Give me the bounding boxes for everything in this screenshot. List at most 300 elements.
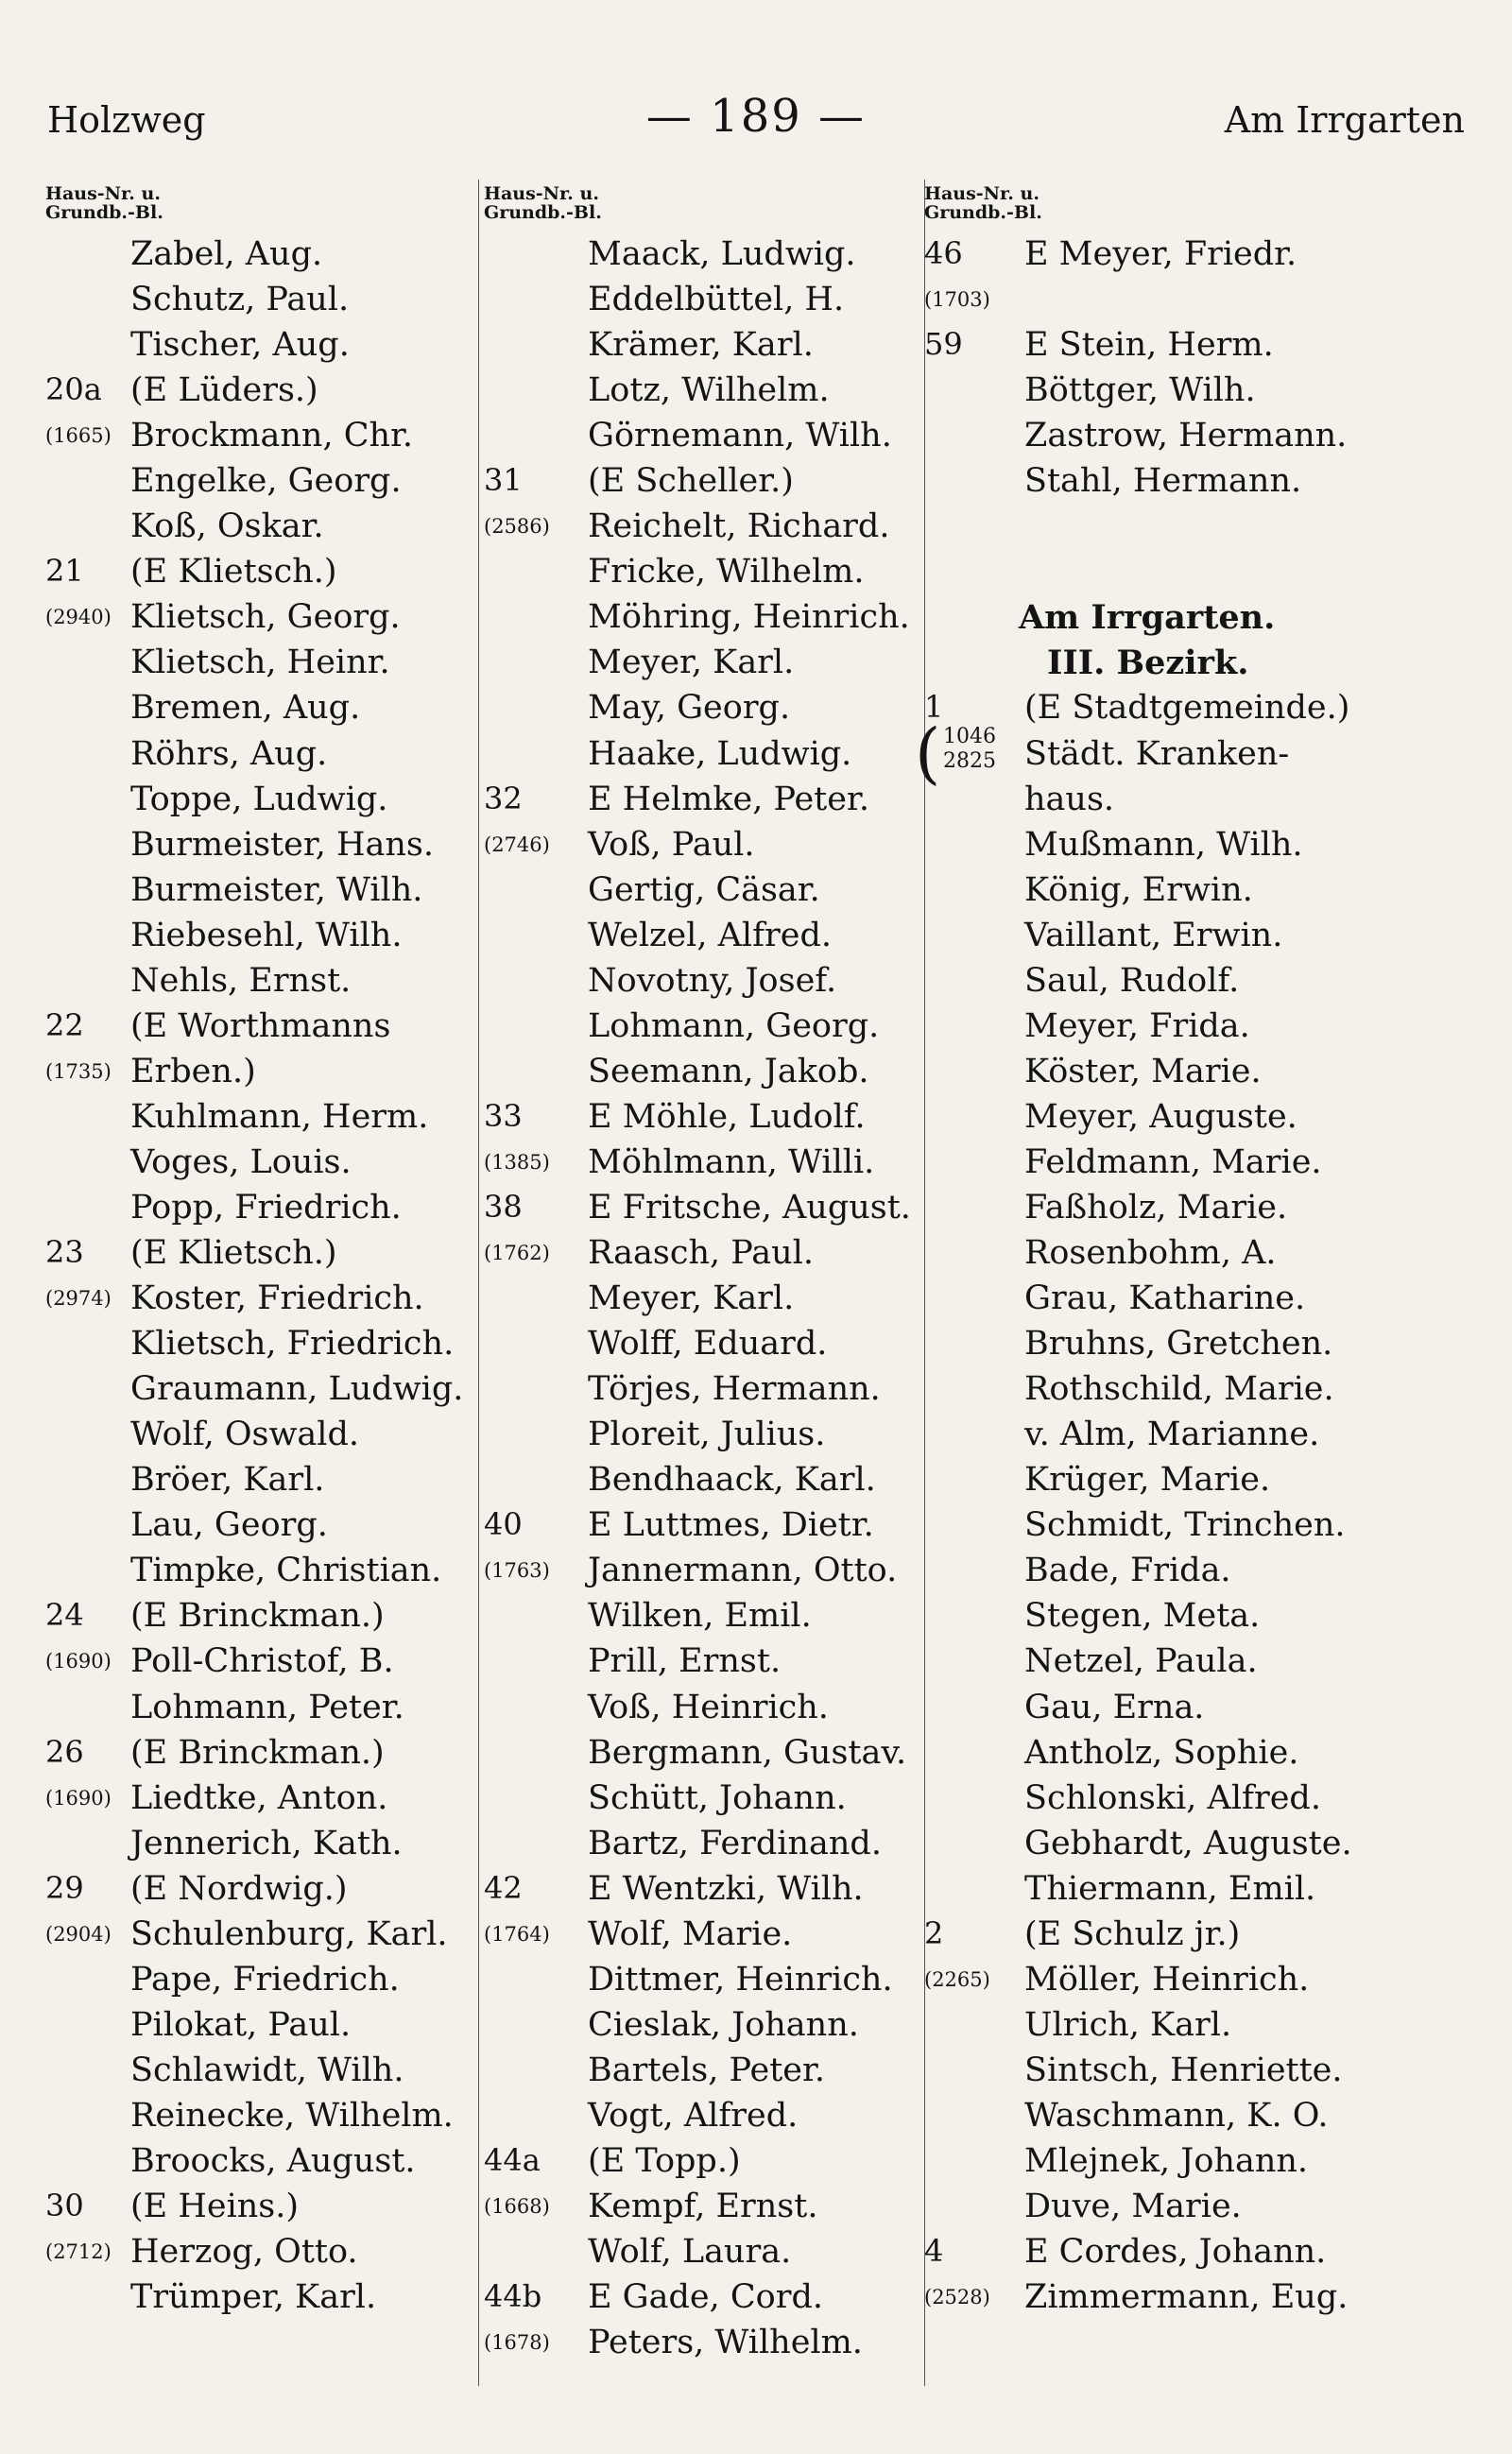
resident-entry: Feldmann, Marie. xyxy=(1024,1142,1322,1181)
resident-entry: Reinecke, Wilhelm. xyxy=(130,2096,454,2135)
resident-entry: Reichelt, Richard. xyxy=(588,507,890,546)
land-register-number: (1665) xyxy=(45,424,112,448)
list-item xyxy=(45,866,480,911)
resident-entry: Städt. Kranken- xyxy=(1024,734,1290,773)
list-item xyxy=(484,1364,936,1410)
resident-entry: Schlawidt, Wilh. xyxy=(130,2051,404,2089)
list-item xyxy=(484,1637,936,1682)
resident-entry: (E Topp.) xyxy=(588,2141,741,2180)
resident-entry: Törjes, Hermann. xyxy=(588,1370,881,1409)
section-title: III. Bezirk. xyxy=(1047,644,1249,683)
column-2 xyxy=(484,184,936,2363)
list-item xyxy=(924,2273,1397,2318)
list-item xyxy=(924,2046,1397,2091)
column-header xyxy=(45,184,480,230)
house-number: 23 xyxy=(45,1234,84,1271)
land-register-number: (1385) xyxy=(484,1150,550,1174)
list-item xyxy=(45,1138,480,1183)
land-register-number: 2825 xyxy=(943,748,996,773)
list-item xyxy=(45,320,480,366)
list-item xyxy=(924,1002,1397,1047)
list-item xyxy=(45,638,480,683)
list-item xyxy=(45,366,480,411)
list-item xyxy=(924,502,1397,547)
list-item xyxy=(924,1274,1397,1319)
list-item xyxy=(45,2046,480,2091)
resident-entry: Kempf, Ernst. xyxy=(588,2188,818,2226)
resident-entry: (E Klietsch.) xyxy=(130,553,337,592)
resident-entry: E Meyer, Friedr. xyxy=(1024,235,1297,273)
list-item xyxy=(484,956,936,1002)
resident-entry: Lotz, Wilhelm. xyxy=(588,371,830,410)
resident-entry: Lau, Georg. xyxy=(130,1506,328,1545)
list-item xyxy=(924,956,1397,1002)
resident-entry: Stegen, Meta. xyxy=(1024,1597,1261,1636)
resident-entry: Seemann, Jakob. xyxy=(588,1052,869,1090)
section-title: Am Irrgarten. xyxy=(1019,598,1276,638)
resident-entry: Vaillant, Erwin. xyxy=(1024,916,1283,954)
list-item xyxy=(924,1228,1397,1274)
resident-entry: Riebesehl, Wilh. xyxy=(130,916,403,954)
resident-entry: Jannermann, Otto. xyxy=(588,1552,898,1590)
resident-entry: Maack, Ludwig. xyxy=(588,235,856,273)
list-item xyxy=(924,230,1397,275)
land-register-number: (2746) xyxy=(484,832,550,856)
land-register-number: (2904) xyxy=(45,1922,112,1946)
list-item xyxy=(484,638,936,683)
list-item xyxy=(484,1955,936,2000)
column-header-line: Haus-Nr. u. xyxy=(45,183,161,204)
list-item xyxy=(45,1455,480,1501)
land-register-number: (2974) xyxy=(45,1287,112,1311)
resident-entry: Meyer, Frida. xyxy=(1024,1006,1250,1045)
land-register-number: (1762) xyxy=(484,1242,550,1265)
resident-entry: Wolf, Marie. xyxy=(588,1914,793,1953)
resident-entry: v. Alm, Marianne. xyxy=(1024,1416,1320,1454)
resident-entry: Fricke, Wilhelm. xyxy=(588,553,865,592)
list-item xyxy=(924,1683,1397,1728)
list-item xyxy=(45,1047,480,1092)
list-item xyxy=(924,1819,1397,1864)
list-item xyxy=(45,1546,480,1591)
resident-entry: Jennerich, Kath. xyxy=(130,1824,403,1862)
list-item xyxy=(45,729,480,775)
list-item xyxy=(45,1092,480,1138)
list-item xyxy=(924,320,1397,366)
list-item xyxy=(924,366,1397,411)
resident-entry: Görnemann, Wilh. xyxy=(588,417,892,455)
house-number: 32 xyxy=(484,780,523,816)
land-register-number: (2265) xyxy=(924,1967,990,1991)
resident-entry: Meyer, Karl. xyxy=(588,644,795,682)
list-item xyxy=(45,1683,480,1728)
resident-entry: Schutz, Paul. xyxy=(130,281,350,319)
list-item xyxy=(484,1683,936,1728)
bracket-glyph: ( xyxy=(915,713,941,792)
resident-entry: haus. xyxy=(1024,780,1115,818)
resident-entry: Gau, Erna. xyxy=(1024,1688,1205,1726)
resident-entry: Meyer, Auguste. xyxy=(1024,1097,1297,1136)
resident-entry: Rothschild, Marie. xyxy=(1024,1370,1334,1409)
list-item xyxy=(484,2273,936,2318)
list-item xyxy=(924,1955,1397,2000)
list-item xyxy=(484,911,936,956)
resident-entry: Meyer, Karl. xyxy=(588,1279,795,1318)
resident-entry: Schulenburg, Karl. xyxy=(130,1914,448,1953)
resident-entry: Bruhns, Gretchen. xyxy=(1024,1325,1333,1364)
list-item xyxy=(45,1819,480,1864)
resident-entry: Faßholz, Marie. xyxy=(1024,1188,1288,1227)
house-number: 29 xyxy=(45,1869,84,1906)
resident-entry: Pape, Friedrich. xyxy=(130,1960,400,1999)
list-item xyxy=(484,2182,936,2227)
list-item xyxy=(45,547,480,592)
list-item xyxy=(484,411,936,456)
resident-entry: Waschmann, K. O. xyxy=(1024,2096,1329,2135)
list-item xyxy=(45,1591,480,1637)
list-item xyxy=(45,1410,480,1455)
resident-entry: (E Lüders.) xyxy=(130,371,318,410)
list-item xyxy=(45,2182,480,2227)
list-item xyxy=(45,1228,480,1274)
resident-entry: E Luttmes, Dietr. xyxy=(588,1506,874,1545)
list-item xyxy=(45,820,480,866)
resident-entry: Ulrich, Karl. xyxy=(1024,2005,1232,2044)
resident-entry: Sintsch, Henriette. xyxy=(1024,2051,1343,2089)
resident-entry: Schmidt, Trinchen. xyxy=(1024,1506,1346,1545)
resident-entry: Zimmermann, Eug. xyxy=(1024,2278,1349,2317)
resident-entry: (E Scheller.) xyxy=(588,462,794,501)
list-item xyxy=(915,713,1397,792)
header-street-right: Am Irrgarten xyxy=(1224,99,1465,141)
list-item xyxy=(924,1092,1397,1138)
resident-entry: Voß, Paul. xyxy=(588,825,755,864)
resident-entry: E Stein, Herm. xyxy=(1024,326,1274,365)
column-header xyxy=(484,184,936,230)
resident-entry: Stahl, Hermann. xyxy=(1024,462,1302,501)
resident-entry: Wilken, Emil. xyxy=(588,1597,812,1636)
list-item xyxy=(484,1002,936,1047)
list-item xyxy=(45,1501,480,1546)
list-item xyxy=(924,1319,1397,1364)
resident-entry: Thiermann, Emil. xyxy=(1024,1869,1316,1908)
list-item xyxy=(924,911,1397,956)
list-item xyxy=(484,2046,936,2091)
resident-entry: Klietsch, Heinr. xyxy=(130,644,390,682)
list-item xyxy=(45,956,480,1002)
page-number: — 189 — xyxy=(645,90,867,143)
list-item xyxy=(45,2137,480,2182)
resident-entry: Krüger, Marie. xyxy=(1024,1461,1271,1500)
house-number: 46 xyxy=(924,235,963,271)
house-number: 30 xyxy=(45,2188,84,2224)
list-item xyxy=(924,1637,1397,1682)
list-item xyxy=(924,1138,1397,1183)
list-item xyxy=(45,1955,480,2000)
list-item xyxy=(484,1183,936,1228)
resident-entry: Dittmer, Heinrich. xyxy=(588,1960,893,1999)
list-item xyxy=(484,1455,936,1501)
resident-entry: Novotny, Josef. xyxy=(588,961,837,1000)
land-register-number: 1046 xyxy=(943,724,996,748)
list-item xyxy=(45,911,480,956)
resident-entry: Gertig, Cäsar. xyxy=(588,870,820,909)
land-register-number: (1703) xyxy=(924,288,990,312)
resident-entry: Toppe, Ludwig. xyxy=(130,780,388,818)
resident-entry: Kuhlmann, Herm. xyxy=(130,1097,429,1136)
resident-entry: Bendhaack, Karl. xyxy=(588,1461,876,1500)
resident-entry: E Fritsche, August. xyxy=(588,1188,911,1227)
house-number: 40 xyxy=(484,1506,523,1543)
resident-entry: Mlejnek, Johann. xyxy=(1024,2141,1309,2180)
list-item xyxy=(484,2227,936,2273)
header-street-left: Holzweg xyxy=(47,99,206,141)
list-item xyxy=(924,1910,1397,1955)
list-item xyxy=(45,1002,480,1047)
column-header-line: Grundb.-Bl. xyxy=(484,202,602,223)
resident-entry: Trümper, Karl. xyxy=(130,2278,377,2317)
resident-entry: Welzel, Alfred. xyxy=(588,916,833,954)
list-item xyxy=(484,592,936,638)
list-item xyxy=(484,2000,936,2046)
resident-entry: Tischer, Aug. xyxy=(130,326,350,365)
resident-entry: Broocks, August. xyxy=(130,2141,416,2180)
list-item xyxy=(924,275,1397,320)
list-item xyxy=(45,2273,480,2318)
resident-entry: Nehls, Ernst. xyxy=(130,961,352,1000)
resident-entry: Bartels, Peter. xyxy=(588,2051,825,2089)
list-item xyxy=(924,1047,1397,1092)
resident-entry: Mußmann, Wilh. xyxy=(1024,825,1303,864)
list-item xyxy=(45,2227,480,2273)
list-item xyxy=(45,683,480,729)
resident-entry: Raasch, Paul. xyxy=(588,1234,814,1273)
list-item xyxy=(924,592,1397,638)
list-item xyxy=(484,1864,936,1910)
list-item xyxy=(484,456,936,502)
list-item xyxy=(924,1410,1397,1455)
column-header-line: Haus-Nr. u. xyxy=(924,183,1040,204)
list-item xyxy=(484,683,936,729)
land-register-number: (1735) xyxy=(45,1059,112,1083)
house-number: 26 xyxy=(45,1733,84,1770)
list-item xyxy=(924,1774,1397,1819)
resident-entry: E Helmke, Peter. xyxy=(588,780,869,818)
resident-entry: Prill, Ernst. xyxy=(588,1642,782,1681)
list-item xyxy=(45,502,480,547)
list-item xyxy=(45,1364,480,1410)
list-item xyxy=(484,502,936,547)
list-item xyxy=(45,411,480,456)
resident-entry: (E Brinckman.) xyxy=(130,1597,385,1636)
resident-entry: Wolf, Oswald. xyxy=(130,1416,360,1454)
list-item xyxy=(45,456,480,502)
house-number: 22 xyxy=(45,1006,84,1043)
resident-entry: Ploreit, Julius. xyxy=(588,1416,826,1454)
resident-entry: Cieslak, Johann. xyxy=(588,2005,859,2044)
resident-entry: Wolff, Eduard. xyxy=(588,1325,828,1364)
list-item xyxy=(45,775,480,820)
house-number: 2 xyxy=(924,1914,944,1951)
list-item xyxy=(45,1319,480,1364)
house-number: 20a xyxy=(45,371,102,408)
house-number: 38 xyxy=(484,1188,523,1225)
list-item xyxy=(45,1910,480,1955)
land-register-number: (2940) xyxy=(45,606,112,629)
resident-entry: Voges, Louis. xyxy=(130,1142,352,1181)
resident-entry: (E Heins.) xyxy=(130,2188,300,2226)
list-item xyxy=(924,866,1397,911)
column-header-line: Grundb.-Bl. xyxy=(45,202,163,223)
house-number: 31 xyxy=(484,462,523,499)
list-item xyxy=(484,820,936,866)
house-number: 44b xyxy=(484,2278,542,2315)
list-item xyxy=(484,1410,936,1455)
resident-entry: Rosenbohm, A. xyxy=(1024,1234,1277,1273)
resident-entry: Böttger, Wilh. xyxy=(1024,371,1256,410)
list-item xyxy=(45,230,480,275)
resident-entry: Zabel, Aug. xyxy=(130,235,323,273)
resident-entry: Lohmann, Georg. xyxy=(588,1006,880,1045)
house-number: 42 xyxy=(484,1869,523,1906)
list-item xyxy=(45,1183,480,1228)
resident-entry: Poll-Christof, B. xyxy=(130,1642,394,1681)
list-item xyxy=(484,1910,936,1955)
list-item xyxy=(484,320,936,366)
column-header xyxy=(924,184,1397,230)
resident-entry: Röhrs, Aug. xyxy=(130,734,328,773)
list-item xyxy=(45,1274,480,1319)
resident-entry: E Wentzki, Wilh. xyxy=(588,1869,864,1908)
land-register-number: (2586) xyxy=(484,515,550,539)
list-item xyxy=(484,1319,936,1364)
resident-entry: (E Worthmanns xyxy=(130,1006,391,1045)
list-item xyxy=(484,1138,936,1183)
list-item xyxy=(484,1591,936,1637)
land-register-number: (1763) xyxy=(484,1559,550,1583)
list-item xyxy=(45,275,480,320)
list-item xyxy=(924,1501,1397,1546)
list-item xyxy=(484,2318,936,2363)
house-number: 21 xyxy=(45,553,84,590)
list-item xyxy=(924,1183,1397,1228)
resident-entry: Brockmann, Chr. xyxy=(130,417,414,455)
resident-entry: Vogt, Alfred. xyxy=(588,2096,799,2135)
list-item xyxy=(484,1047,936,1092)
resident-entry: (E Nordwig.) xyxy=(130,1869,348,1908)
resident-entry: Möller, Heinrich. xyxy=(1024,1960,1310,1999)
resident-entry: Bartz, Ferdinand. xyxy=(588,1824,882,1862)
land-register-number: (2712) xyxy=(45,2240,112,2264)
list-item xyxy=(45,2091,480,2137)
list-item xyxy=(924,775,1397,820)
column-header-line: Haus-Nr. u. xyxy=(484,183,599,204)
list-item xyxy=(924,820,1397,866)
resident-entry: Peters, Wilhelm. xyxy=(588,2324,863,2362)
resident-entry: (E Brinckman.) xyxy=(130,1733,385,1772)
resident-entry: Lohmann, Peter. xyxy=(130,1688,404,1726)
list-item xyxy=(924,2182,1397,2227)
list-item xyxy=(484,866,936,911)
resident-entry: (E Schulz jr.) xyxy=(1024,1914,1241,1953)
list-item xyxy=(924,411,1397,456)
resident-entry: (E Klietsch.) xyxy=(130,1234,337,1273)
resident-entry: E Cordes, Johann. xyxy=(1024,2233,1327,2272)
resident-entry: Duve, Marie. xyxy=(1024,2188,1242,2226)
land-register-number: (1668) xyxy=(484,2195,550,2219)
resident-entry: Bade, Frida. xyxy=(1024,1552,1231,1590)
resident-entry: Bröer, Karl. xyxy=(130,1461,325,1500)
list-item xyxy=(924,1728,1397,1774)
resident-entry: Bremen, Aug. xyxy=(130,689,361,728)
house-number: 24 xyxy=(45,1597,84,1634)
list-item xyxy=(45,2000,480,2046)
resident-entry: Grau, Katharine. xyxy=(1024,1279,1306,1318)
list-item xyxy=(45,592,480,638)
list-item xyxy=(484,275,936,320)
resident-entry: Netzel, Paula. xyxy=(1024,1642,1258,1681)
resident-entry: Möhring, Heinrich. xyxy=(588,598,910,637)
resident-entry: Pilokat, Paul. xyxy=(130,2005,352,2044)
resident-entry: Erben.) xyxy=(130,1052,256,1090)
list-item xyxy=(924,2091,1397,2137)
resident-entry: Engelke, Georg. xyxy=(130,462,402,501)
house-number: 59 xyxy=(924,326,963,363)
resident-entry: Klietsch, Georg. xyxy=(130,598,401,637)
land-register-number: (1678) xyxy=(484,2331,550,2355)
list-item xyxy=(484,1819,936,1864)
land-register-number: (2528) xyxy=(924,2286,990,2309)
list-item xyxy=(484,1774,936,1819)
resident-entry: Koster, Friedrich. xyxy=(130,1279,424,1318)
list-item xyxy=(924,456,1397,502)
list-item xyxy=(484,2137,936,2182)
land-register-number: (1690) xyxy=(45,1650,112,1673)
resident-entry: Klietsch, Friedrich. xyxy=(130,1325,455,1364)
list-item xyxy=(484,1728,936,1774)
list-item xyxy=(924,683,1397,729)
resident-entry: E Gade, Cord. xyxy=(588,2278,823,2317)
house-number: 44a xyxy=(484,2141,541,2178)
list-item xyxy=(484,1092,936,1138)
resident-entry: Koß, Oskar. xyxy=(130,507,324,546)
house-number: 33 xyxy=(484,1097,523,1134)
list-item xyxy=(484,1501,936,1546)
list-item xyxy=(924,1864,1397,1910)
page-header xyxy=(47,90,1465,156)
resident-entry: Zastrow, Hermann. xyxy=(1024,417,1348,455)
list-item xyxy=(484,1274,936,1319)
list-item xyxy=(924,1455,1397,1501)
resident-entry: Burmeister, Wilh. xyxy=(130,870,423,909)
resident-entry: Möhlmann, Willi. xyxy=(588,1142,875,1181)
list-item xyxy=(484,729,936,775)
resident-entry: Krämer, Karl. xyxy=(588,326,814,365)
resident-entry: Schlonski, Alfred. xyxy=(1024,1778,1321,1817)
list-item xyxy=(924,1364,1397,1410)
resident-entry: Bergmann, Gustav. xyxy=(588,1733,907,1772)
list-item xyxy=(484,366,936,411)
resident-entry: E Möhle, Ludolf. xyxy=(588,1097,866,1136)
list-item xyxy=(924,2227,1397,2273)
resident-entry: Haake, Ludwig. xyxy=(588,734,852,773)
resident-entry: Antholz, Sophie. xyxy=(1024,1733,1299,1772)
resident-entry: Liedtke, Anton. xyxy=(130,1778,388,1817)
list-item xyxy=(45,1864,480,1910)
list-item xyxy=(45,1637,480,1682)
list-item xyxy=(45,1728,480,1774)
list-item xyxy=(484,1546,936,1591)
